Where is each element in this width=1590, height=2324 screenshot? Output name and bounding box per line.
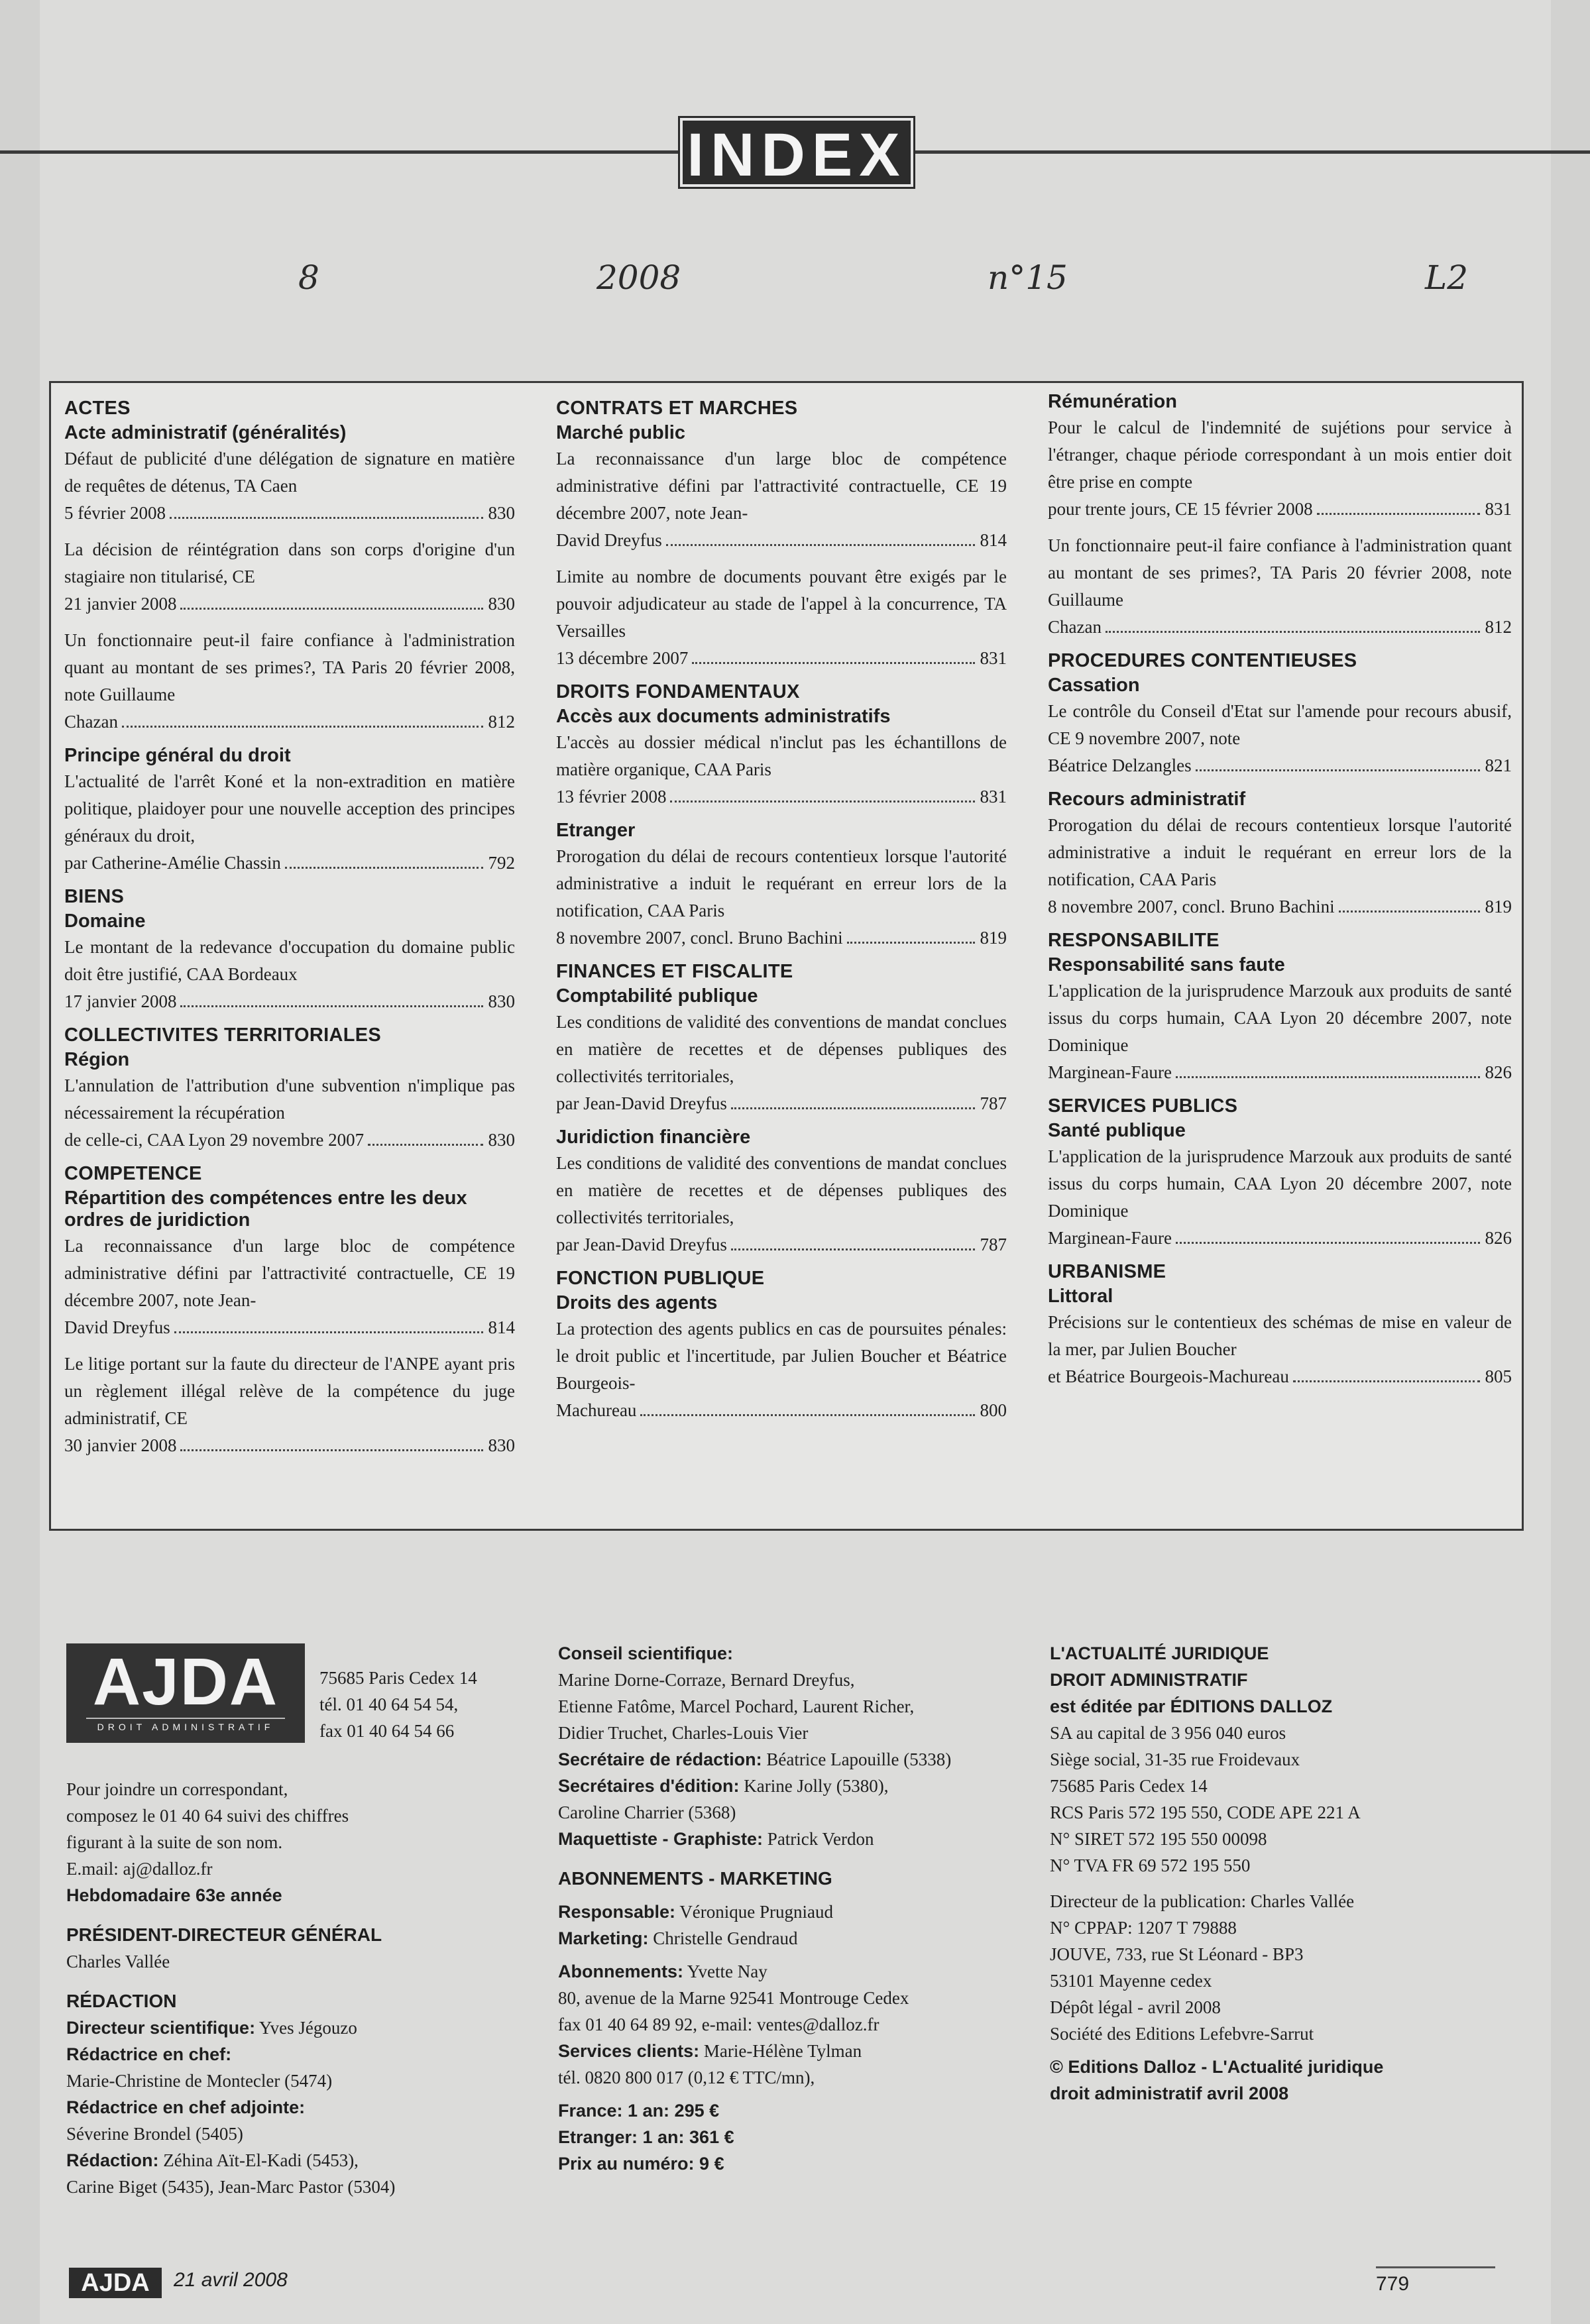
redaction-title: RÉDACTION	[66, 1991, 177, 2011]
price-france: France: 1 an: 295 €	[558, 2101, 720, 2121]
index-entry-last-line	[556, 924, 1007, 952]
ajda-logo	[66, 1643, 305, 1743]
footer-rule	[1376, 2266, 1495, 2268]
conseil-line-2: Etienne Fatôme, Marcel Pochard, Laurent Richer,	[558, 1696, 915, 1716]
printer-address-1: JOUVE, 733, rue St Léonard - BP3	[1050, 1944, 1304, 1964]
index-entry-last-line	[1048, 1225, 1512, 1252]
index-entry-last-line	[556, 645, 1007, 672]
sec-ed-label: Secrétaires d'édition:	[558, 1776, 740, 1796]
index-entry-page: 831	[980, 648, 1007, 668]
dot-leader	[670, 801, 974, 802]
index-entry-last-line	[556, 1231, 1007, 1258]
index-entry-page: 819	[980, 928, 1007, 948]
index-entry-text: Le contrôle du Conseil d'Etat sur l'amende pour recours abusif, CE 9 novembre 2007, note	[1048, 701, 1512, 748]
footer-logo: AJDA	[69, 2268, 162, 2298]
index-entry-page: 805	[1485, 1366, 1512, 1386]
index-entry	[556, 563, 1007, 672]
index-section-heading: URBANISME	[1048, 1261, 1166, 1282]
index-entry-last-text: par Jean-David Dreyfus	[556, 1093, 727, 1113]
index-entry-text: Un fonctionnaire peut-il faire confiance à l'administration quant au montant de ses primes?, TA Paris 20 février 2008, note Guillaume	[1048, 535, 1512, 610]
index-subheading: Juridiction financière	[556, 1127, 751, 1148]
index-entry-last-text: Béatrice Delzangles	[1048, 755, 1192, 775]
abo-fax: fax 01 40 64 89 92, e-mail: ventes@dalloz.fr	[558, 2015, 880, 2034]
index-entry-last-text: 8 novembre 2007, concl. Bruno Bachini	[1048, 897, 1335, 916]
dot-leader	[666, 544, 975, 546]
index-entry-page: 814	[488, 1317, 515, 1337]
index-entry	[1048, 532, 1512, 641]
index-entry-last-text: 5 février 2008	[64, 503, 166, 523]
index-entry-last-text: Chazan	[1048, 617, 1102, 637]
red-chef-label: Rédactrice en chef:	[66, 2044, 232, 2064]
index-entry-text: Les conditions de validité des conventions de mandat conclues en matière de recettes et de dépenses publiques des collectivités territoriales,	[556, 1153, 1007, 1227]
index-entry-last-line	[1048, 1363, 1512, 1390]
index-entry-last-text: 8 novembre 2007, concl. Bruno Bachini	[556, 928, 843, 948]
index-entry-last-line	[64, 850, 515, 877]
index-section-heading: FINANCES ET FISCALITE	[556, 961, 793, 982]
index-entry-page: 830	[488, 503, 515, 523]
join-line-2: composez le 01 40 64 suivi des chiffres	[66, 1806, 349, 1826]
cppap: N° CPPAP: 1207 T 79888	[1050, 1918, 1237, 1938]
index-subheading: Acte administratif (généralités)	[64, 422, 347, 443]
footer-date: 21 avril 2008	[174, 2269, 288, 2291]
index-entry-page: 819	[1485, 897, 1512, 916]
index-section-heading: PROCEDURES CONTENTIEUSES	[1048, 650, 1357, 671]
index-entry-page: 826	[1485, 1228, 1512, 1248]
index-entry-last-text: Machureau	[556, 1400, 637, 1420]
index-entry-last-text: David Dreyfus	[556, 530, 662, 550]
index-subheading: Responsabilité sans faute	[1048, 954, 1285, 975]
index-entry-page: 821	[1485, 755, 1512, 775]
telephone: tél. 01 40 64 54 54,	[319, 1694, 459, 1714]
index-entry-page: 830	[488, 991, 515, 1011]
dot-leader	[1176, 1076, 1480, 1078]
dot-leader	[180, 1005, 483, 1007]
abo-title: ABONNEMENTS - MARKETING	[558, 1868, 832, 1889]
index-section-heading: COMPETENCE	[64, 1163, 202, 1184]
svc-label: Services clients:	[558, 2041, 700, 2061]
index-entry-last-line	[64, 500, 515, 527]
index-subheading: Région	[64, 1049, 130, 1070]
index-subheading: Accès aux documents administratifs	[556, 706, 891, 727]
index-entry	[1048, 698, 1512, 779]
index-entry-last-line	[556, 783, 1007, 810]
index-column-3	[1048, 388, 1512, 1400]
conseil-line-1: Marine Dorne-Corraze, Bernard Dreyfus,	[558, 1670, 855, 1690]
dot-leader	[170, 517, 483, 519]
index-entry	[64, 934, 515, 1015]
dot-leader	[180, 608, 483, 610]
index-entry-text: L'actualité de l'arrêt Koné et la non-extradition en matière politique, plaidoyer pour une nouvelle acception des principes généraux du droit,	[64, 771, 515, 846]
index-entry-text: Pour le calcul de l'indemnité de sujétions pour service à l'étranger, chaque période correspondant à un mois entier doit être prise en compte	[1048, 417, 1512, 492]
dot-leader	[1339, 911, 1480, 913]
index-entry-last-line	[64, 988, 515, 1015]
handwritten-note-a: 8	[298, 258, 319, 297]
index-entry-text: Le litige portant sur la faute du directeur de l'ANPE ayant pris un règlement illégal relève de la compétence du juge administratif, CE	[64, 1354, 515, 1428]
copyright-line-1: © Editions Dalloz - L'Actualité juridique	[1050, 2057, 1384, 2077]
index-entry	[556, 729, 1007, 810]
index-section-heading: CONTRATS ET MARCHES	[556, 398, 798, 419]
dot-leader	[1106, 631, 1480, 633]
index-entry-last-text: Marginean-Faure	[1048, 1228, 1172, 1248]
index-entry-page: 792	[488, 853, 515, 873]
index-entry	[556, 843, 1007, 952]
index-subheading: Domaine	[64, 911, 146, 932]
dot-leader	[1317, 513, 1480, 515]
abo-name: Yvette Nay	[687, 1962, 767, 1981]
index-entry	[1048, 1309, 1512, 1390]
abo-address: 80, avenue de la Marne 92541 Montrouge Cedex	[558, 1988, 909, 2008]
index-entry-page: 787	[980, 1093, 1007, 1113]
company-tva: N° TVA FR 69 572 195 550	[1050, 1855, 1251, 1875]
legal-deposit: Dépôt légal - avril 2008	[1050, 1997, 1221, 2017]
index-section-heading: FONCTION PUBLIQUE	[556, 1268, 765, 1289]
company-rcs: RCS Paris 572 195 550, CODE APE 221 A	[1050, 1802, 1361, 1822]
index-entry-text: Limite au nombre de documents pouvant être exigés par le pouvoir adjudicateur au stade de l'appel à la concurrence, TA Versailles	[556, 567, 1007, 641]
index-entry-text: La décision de réintégration dans son corps d'origine d'un stagiaire non titularisé, CE	[64, 539, 515, 586]
index-entry	[64, 768, 515, 877]
index-entry-last-line	[64, 590, 515, 618]
abo-label: Abonnements:	[558, 1962, 683, 1981]
redaction-names-2: Carine Biget (5435), Jean-Marc Pastor (5304)	[66, 2177, 396, 2197]
red-chef-name: Marie-Christine de Montecler (5474)	[66, 2071, 333, 2091]
sec-red-label: Secrétaire de rédaction:	[558, 1749, 762, 1769]
index-entry-text: Prorogation du délai de recours contentieux lorsque l'autorité administrative a induit le requérant en erreur lors de la notification, CAA Paris	[556, 846, 1007, 920]
printer-address-2: 53101 Mayenne cedex	[1050, 1971, 1212, 1991]
societe: Société des Editions Lefebvre-Sarrut	[1050, 2024, 1314, 2044]
index-entry-last-text: 13 décembre 2007	[556, 648, 689, 668]
index-entry-last-text: par Catherine-Amélie Chassin	[64, 853, 281, 873]
index-subheading: Littoral	[1048, 1286, 1113, 1307]
pdg-title: PRÉSIDENT-DIRECTEUR GÉNÉRAL	[66, 1924, 382, 1945]
index-entry	[64, 536, 515, 618]
index-entry	[64, 1233, 515, 1341]
join-line-1: Pour joindre un correspondant,	[66, 1779, 288, 1799]
index-entry-text: La reconnaissance d'un large bloc de compétence administrative défini par l'attractivité contractuelle, CE 19 décembre 2007, note Jean-	[64, 1236, 515, 1310]
index-entry-last-text: Chazan	[64, 712, 118, 732]
index-entry	[556, 1315, 1007, 1424]
dot-leader	[731, 1248, 975, 1250]
index-subheading: Droits des agents	[556, 1292, 718, 1313]
index-entry-last-text: 13 février 2008	[556, 787, 667, 806]
index-entry-last-line	[556, 527, 1007, 554]
index-entry-page: 812	[488, 712, 515, 732]
index-section-heading: ACTES	[64, 398, 131, 419]
masthead-col2	[558, 1640, 1009, 2177]
index-entry-text: Défaut de publicité d'une délégation de signature en matière de requêtes de détenus, TA Caen	[64, 449, 515, 496]
index-entry-text: Précisions sur le contentieux des schémas de mise en valeur de la mer, par Julien Boucher	[1048, 1312, 1512, 1359]
index-entry-page: 830	[488, 1130, 515, 1150]
red-chef-adj-label: Rédactrice en chef adjointe:	[66, 2097, 306, 2117]
index-entry-page: 831	[980, 787, 1007, 806]
index-section-heading: SERVICES PUBLICS	[1048, 1095, 1238, 1117]
index-entry	[556, 1150, 1007, 1258]
index-entry-last-line	[64, 1432, 515, 1459]
dot-leader	[180, 1449, 483, 1451]
dot-leader	[1176, 1242, 1480, 1244]
index-column-1	[64, 388, 515, 1468]
index-entry-last-line	[1048, 893, 1512, 920]
masthead-contact	[319, 1665, 477, 1744]
pdg-name: Charles Vallée	[66, 1952, 170, 1971]
company-address-1: Siège social, 31-35 rue Froidevaux	[1050, 1749, 1300, 1769]
page-number: 779	[1376, 2273, 1410, 2295]
index-entry-last-text: pour trente jours, CE 15 février 2008	[1048, 499, 1313, 519]
index-entry-last-line	[64, 1127, 515, 1154]
svc-name: Marie-Hélène Tylman	[703, 2041, 862, 2061]
index-entry-page: 830	[488, 594, 515, 614]
handwritten-note-c: n°15	[988, 258, 1068, 297]
director-publication: Directeur de la publication: Charles Vallée	[1050, 1891, 1355, 1911]
index-subheading: Rémunération	[1048, 391, 1177, 412]
index-entry-page: 812	[1485, 617, 1512, 637]
index-entry-text: Le montant de la redevance d'occupation du domaine public doit être justifié, CAA Bordeaux	[64, 937, 515, 984]
index-entry-last-line	[556, 1090, 1007, 1117]
index-section-heading: DROITS FONDAMENTAUX	[556, 681, 800, 702]
ajda-logo-subtitle: DROIT ADMINISTRATIF	[86, 1718, 285, 1732]
index-entry-page: 814	[980, 530, 1007, 550]
index-entry-last-line	[556, 1397, 1007, 1424]
index-entry-page: 831	[1485, 499, 1512, 519]
publication-line-3: est éditée par ÉDITIONS DALLOZ	[1050, 1696, 1333, 1716]
index-entry	[64, 1351, 515, 1459]
address: 75685 Paris Cedex 14	[319, 1668, 477, 1688]
sec-ed-name-2: Caroline Charrier (5368)	[558, 1802, 736, 1822]
svc-tel: tél. 0820 800 017 (0,12 € TTC/mn),	[558, 2068, 815, 2087]
dot-leader	[285, 867, 483, 869]
index-entry-text: L'annulation de l'attribution d'une subvention n'implique pas nécessairement la récupération	[64, 1076, 515, 1123]
index-entry	[64, 1072, 515, 1154]
redaction-label: Rédaction:	[66, 2150, 159, 2170]
index-entry-last-line	[1048, 1059, 1512, 1086]
mkt-label: Marketing:	[558, 1928, 649, 1948]
index-entry-last-text: David Dreyfus	[64, 1317, 170, 1337]
price-numero: Prix au numéro: 9 €	[558, 2154, 724, 2174]
conseil-line-3: Didier Truchet, Charles-Louis Vier	[558, 1723, 809, 1743]
index-subheading: Principe général du droit	[64, 745, 291, 766]
publication-line-1: L'ACTUALITÉ JURIDIQUE	[1050, 1643, 1269, 1663]
index-entry	[64, 627, 515, 736]
index-entry-page: 830	[488, 1435, 515, 1455]
weekly-year: Hebdomadaire 63e année	[66, 1885, 282, 1905]
index-entry-text: Un fonctionnaire peut-il faire confiance à l'administration quant au montant de ses primes?, TA Paris 20 février 2008, note Guillaume	[64, 630, 515, 704]
index-entry-last-line	[64, 708, 515, 736]
handwritten-note-b: 2008	[596, 258, 681, 297]
price-etranger: Etranger: 1 an: 361 €	[558, 2127, 734, 2147]
index-subheading: Cassation	[1048, 675, 1140, 696]
handwritten-note-d: L2	[1425, 258, 1469, 297]
index-entry-last-text: de celle-ci, CAA Lyon 29 novembre 2007	[64, 1130, 365, 1150]
index-section-heading: COLLECTIVITES TERRITORIALES	[64, 1024, 382, 1046]
index-entry-text: Prorogation du délai de recours contentieux lorsque l'autorité administrative a induit le requérant en erreur lors de la notification, CAA Paris	[1048, 815, 1512, 889]
index-entry	[556, 1009, 1007, 1117]
join-line-3: figurant à la suite de son nom.	[66, 1832, 283, 1852]
index-subheading: Recours administratif	[1048, 789, 1246, 810]
index-subheading: Etranger	[556, 820, 636, 841]
resp-label: Responsable:	[558, 1902, 676, 1922]
index-entry-last-line	[1048, 752, 1512, 779]
index-entry-last-text: Marginean-Faure	[1048, 1062, 1172, 1082]
company-capital: SA au capital de 3 956 040 euros	[1050, 1723, 1286, 1743]
dir-sci-label: Directeur scientifique:	[66, 2018, 256, 2038]
conseil-title: Conseil scientifique:	[558, 1643, 734, 1663]
index-section-heading: RESPONSABILITE	[1048, 930, 1220, 951]
dot-leader	[847, 942, 975, 944]
index-entry-last-text: et Béatrice Bourgeois-Machureau	[1048, 1366, 1289, 1386]
company-address-2: 75685 Paris Cedex 14	[1050, 1776, 1208, 1796]
dot-leader	[692, 662, 974, 664]
publication-line-2: DROIT ADMINISTRATIF	[1050, 1670, 1248, 1690]
fax: fax 01 40 64 54 66	[319, 1721, 455, 1741]
index-entry-last-text: 30 janvier 2008	[64, 1435, 177, 1455]
index-entry-last-text: 21 janvier 2008	[64, 594, 177, 614]
copyright-line-2: droit administratif avril 2008	[1050, 2083, 1289, 2103]
index-entry	[64, 445, 515, 527]
sec-ed-name-1: Karine Jolly (5380),	[744, 1776, 889, 1796]
dot-leader	[174, 1331, 483, 1333]
index-entry	[1048, 977, 1512, 1086]
index-entry-last-line	[1048, 496, 1512, 523]
index-entry-page: 787	[980, 1235, 1007, 1254]
index-entry-text: La protection des agents publics en cas de poursuites pénales: le droit public et l'incertitude, par Julien Boucher et Béatrice Bourgeois-	[556, 1319, 1007, 1393]
sec-red-name: Béatrice Lapouille (5338)	[766, 1749, 952, 1769]
index-entry-text: La reconnaissance d'un large bloc de compétence administrative défini par l'attractivité contractuelle, CE 19 décembre 2007, note Jean-	[556, 449, 1007, 523]
index-subheading: Répartition des compétences entre les deux ordres de juridiction	[64, 1188, 467, 1231]
index-box	[49, 381, 1524, 1531]
index-entry-last-line	[64, 1314, 515, 1341]
dot-leader	[368, 1144, 483, 1146]
maq-label: Maquettiste - Graphiste:	[558, 1829, 764, 1849]
company-siret: N° SIRET 572 195 550 00098	[1050, 1829, 1267, 1849]
dot-leader	[1196, 769, 1480, 771]
ajda-logo-text: AJDA	[92, 1645, 279, 1719]
index-entry-text: L'application de la jurisprudence Marzouk aux produits de santé issus du corps humain, CAA Lyon 20 décembre 2007, note Dominique	[1048, 1146, 1512, 1221]
index-title: INDEX	[680, 118, 913, 187]
index-section-heading: BIENS	[64, 886, 125, 907]
index-entry	[1048, 812, 1512, 920]
email[interactable]: E.mail: aj@dalloz.fr	[66, 1859, 213, 1879]
dir-sci-name: Yves Jégouzo	[258, 2018, 357, 2038]
index-entry-last-line	[1048, 614, 1512, 641]
index-entry-page: 800	[980, 1400, 1007, 1420]
index-subheading: Santé publique	[1048, 1120, 1186, 1141]
mkt-name: Christelle Gendraud	[653, 1928, 798, 1948]
index-entry-last-text: 17 janvier 2008	[64, 991, 177, 1011]
index-entry	[1048, 1143, 1512, 1252]
red-chef-adj-name: Séverine Brondel (5405)	[66, 2124, 243, 2144]
index-entry-text: Les conditions de validité des conventions de mandat conclues en matière de recettes et de dépenses publiques des collectivités territoriales,	[556, 1012, 1007, 1086]
index-entry-last-text: par Jean-David Dreyfus	[556, 1235, 727, 1254]
masthead-col1	[66, 1776, 517, 2200]
index-entry-page: 826	[1485, 1062, 1512, 1082]
resp-name: Véronique Prugniaud	[679, 1902, 834, 1922]
dot-leader	[122, 726, 483, 728]
index-entry	[556, 445, 1007, 554]
index-subheading: Comptabilité publique	[556, 985, 758, 1007]
index-entry-text: L'accès au dossier médical n'inclut pas les échantillons de matière organique, CAA Paris	[556, 732, 1007, 779]
index-entry-text: L'application de la jurisprudence Marzouk aux produits de santé issus du corps humain, CAA Lyon 20 décembre 2007, note Dominique	[1048, 981, 1512, 1055]
dot-leader	[1293, 1380, 1480, 1382]
dot-leader	[640, 1414, 974, 1416]
index-entry	[1048, 414, 1512, 523]
index-subheading: Marché public	[556, 422, 685, 443]
maq-name: Patrick Verdon	[767, 1829, 874, 1849]
masthead-col3	[1050, 1640, 1514, 2107]
index-column-2	[556, 388, 1007, 1433]
redaction-names-1: Zéhina Aït-El-Kadi (5453),	[163, 2150, 359, 2170]
dot-leader	[731, 1107, 975, 1109]
